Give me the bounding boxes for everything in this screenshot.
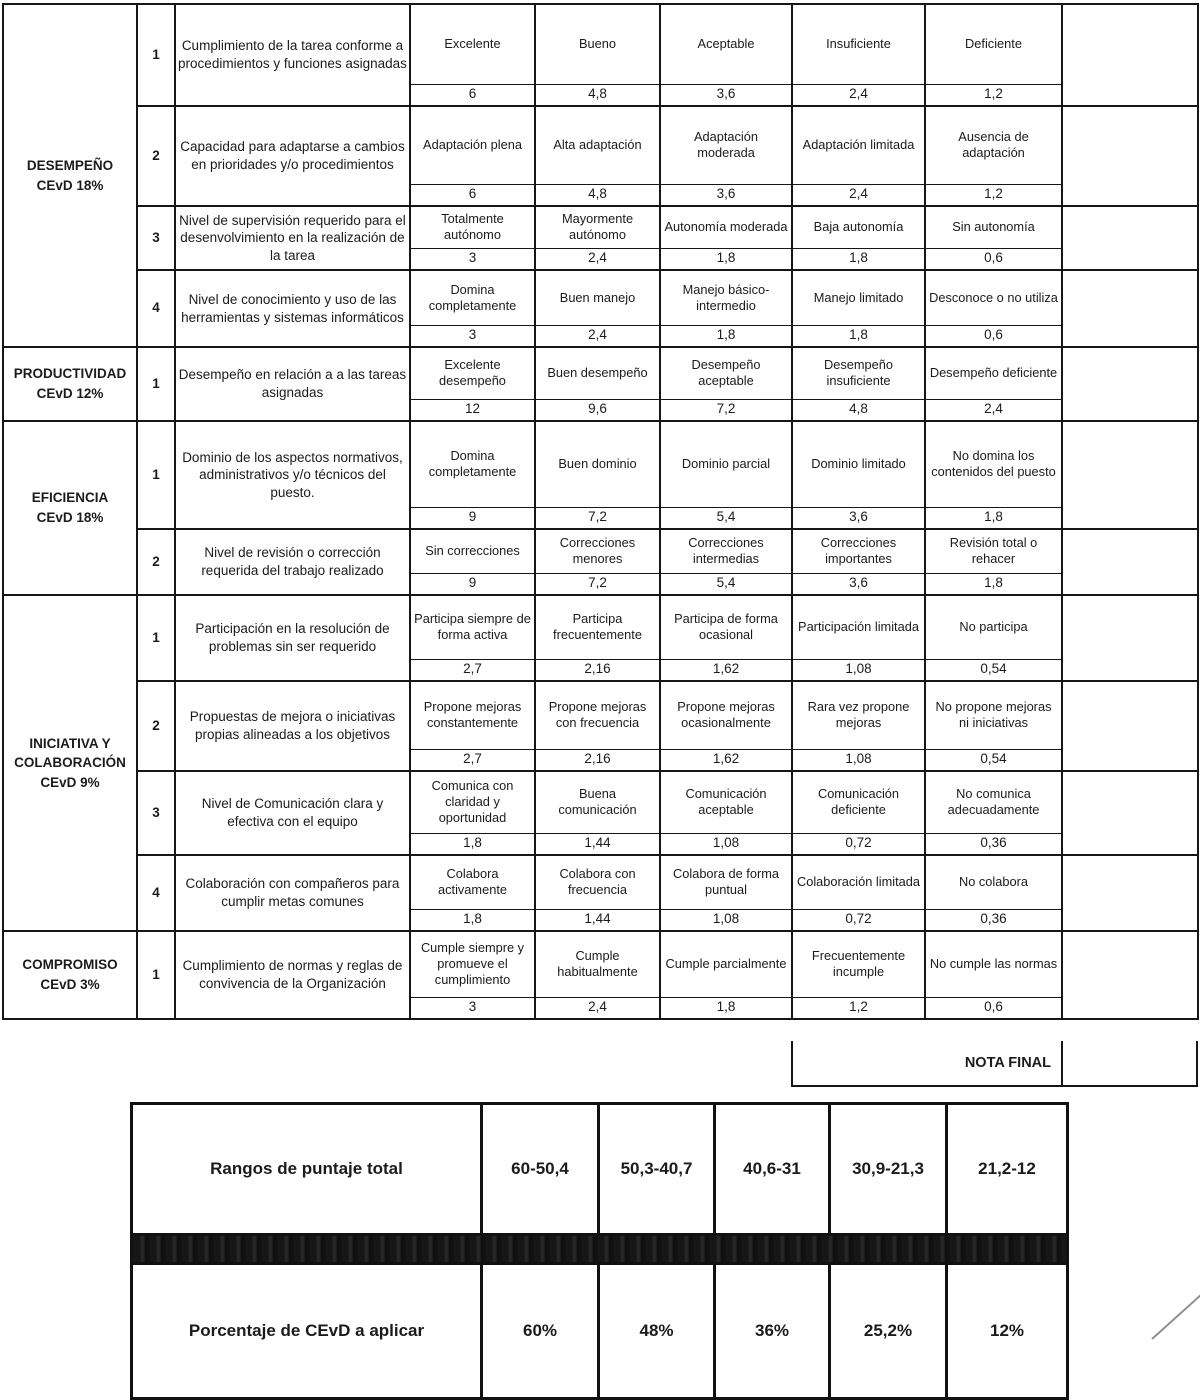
criterion-row — [3, 106, 1198, 184]
level-value-cell: 1,08 — [792, 749, 925, 771]
score-cell — [1062, 347, 1198, 421]
level-label-cell: Colabora de forma puntual — [660, 855, 792, 909]
level-label-cell: Adaptación moderada — [660, 106, 792, 184]
level-value-cell: 1,62 — [660, 749, 792, 771]
level-value-cell: 3 — [410, 997, 535, 1019]
level-label-cell: Comunica con claridad y oportunidad — [410, 771, 535, 833]
level-label-cell: Manejo limitado — [792, 270, 925, 325]
level-label-cell: Comunicación deficiente — [792, 771, 925, 833]
level-value-cell: 4,8 — [535, 84, 660, 106]
criterion-number: 4 — [137, 855, 175, 931]
level-label-cell: Aceptable — [660, 4, 792, 84]
level-value-cell: 1,8 — [792, 325, 925, 347]
range-value: 30,9-21,3 — [830, 1104, 947, 1235]
level-label-cell: Colabora activamente — [410, 855, 535, 909]
criterion-description: Dominio de los aspectos normativos, administrativos y/o técnicos del puesto. — [175, 421, 410, 529]
level-label-cell: Adaptación plena — [410, 106, 535, 184]
score-cell — [1062, 595, 1198, 681]
level-value-cell: 2,7 — [410, 749, 535, 771]
level-label-cell: Desempeño aceptable — [660, 347, 792, 399]
rubric-body — [3, 4, 1198, 1019]
level-value-cell: 3,6 — [660, 184, 792, 206]
level-label-cell: Buen desempeño — [535, 347, 660, 399]
level-label-cell: Domina completamente — [410, 421, 535, 507]
level-label-cell: Ausencia de adaptación — [925, 106, 1062, 184]
level-value-cell: 2,4 — [792, 84, 925, 106]
criterion-description: Desempeño en relación a a las tareas asignadas — [175, 347, 410, 421]
criterion-number: 1 — [137, 595, 175, 681]
level-label-cell: No comunica adecuadamente — [925, 771, 1062, 833]
score-cell — [1062, 931, 1198, 1019]
score-cell — [1062, 855, 1198, 931]
percentage-value: 12% — [947, 1264, 1068, 1399]
level-label-cell: Mayormente autónomo — [535, 206, 660, 248]
level-value-cell: 5,4 — [660, 573, 792, 595]
ranges-row-label: Rangos de puntaje total — [132, 1104, 482, 1235]
score-cell — [1062, 4, 1198, 106]
level-value-cell: 2,4 — [535, 997, 660, 1019]
level-label-cell: Propone mejoras ocasionalmente — [660, 681, 792, 749]
level-label-cell: Propone mejoras constantemente — [410, 681, 535, 749]
level-label-cell: Dominio parcial — [660, 421, 792, 507]
level-label-cell: Desempeño deficiente — [925, 347, 1062, 399]
criterion-description: Cumplimiento de normas y reglas de convivencia de la Organización — [175, 931, 410, 1019]
level-label-cell: Deficiente — [925, 4, 1062, 84]
criterion-number: 2 — [137, 529, 175, 595]
level-label-cell: Frecuentemente incumple — [792, 931, 925, 997]
level-value-cell: 4,8 — [535, 184, 660, 206]
level-value-cell: 5,4 — [660, 507, 792, 529]
level-label-cell: Buen dominio — [535, 421, 660, 507]
level-value-cell: 1,44 — [535, 833, 660, 855]
level-label-cell: Participación limitada — [792, 595, 925, 659]
level-label-cell: Excelente — [410, 4, 535, 84]
category-name: INICIATIVA Y COLABORACIÓN — [14, 735, 126, 771]
level-value-cell: 1,2 — [925, 184, 1062, 206]
criterion-row — [3, 206, 1198, 248]
score-cell — [1062, 106, 1198, 206]
level-label-cell: Comunicación aceptable — [660, 771, 792, 833]
level-label-cell: Alta adaptación — [535, 106, 660, 184]
level-label-cell: Revisión total o rehacer — [925, 529, 1062, 573]
level-value-cell: 3,6 — [660, 84, 792, 106]
criterion-row — [3, 771, 1198, 833]
criterion-number: 1 — [137, 421, 175, 529]
level-value-cell: 3 — [410, 248, 535, 270]
range-value: 21,2-12 — [947, 1104, 1068, 1235]
level-value-cell: 1,8 — [410, 833, 535, 855]
level-label-cell: Cumple habitualmente — [535, 931, 660, 997]
percentage-value: 36% — [715, 1264, 830, 1399]
percentage-row — [132, 1264, 1068, 1399]
level-value-cell: 12 — [410, 399, 535, 421]
level-value-cell: 3 — [410, 325, 535, 347]
level-value-cell: 1,8 — [660, 248, 792, 270]
criterion-row — [3, 681, 1198, 749]
level-value-cell: 9,6 — [535, 399, 660, 421]
level-label-cell: Baja autonomía — [792, 206, 925, 248]
level-value-cell: 7,2 — [660, 399, 792, 421]
score-cell — [1062, 270, 1198, 347]
score-cell — [1062, 529, 1198, 595]
level-value-cell: 2,4 — [535, 325, 660, 347]
level-value-cell: 0,54 — [925, 749, 1062, 771]
score-cell — [1062, 771, 1198, 855]
level-label-cell: Correcciones importantes — [792, 529, 925, 573]
level-value-cell: 0,54 — [925, 659, 1062, 681]
criterion-description: Colaboración con compañeros para cumplir metas comunes — [175, 855, 410, 931]
level-value-cell: 1,62 — [660, 659, 792, 681]
criterion-description: Nivel de supervisión requerido para el desenvolvimiento en la realización de la tarea — [175, 206, 410, 270]
criterion-description: Propuestas de mejora o iniciativas propias alineadas a los objetivos — [175, 681, 410, 771]
criterion-description: Capacidad para adaptarse a cambios en prioridades y/o procedimientos — [175, 106, 410, 206]
category-cell — [3, 347, 137, 421]
range-value: 50,3-40,7 — [599, 1104, 715, 1235]
criterion-number: 1 — [137, 347, 175, 421]
level-value-cell: 2,4 — [925, 399, 1062, 421]
level-label-cell: Autonomía moderada — [660, 206, 792, 248]
level-value-cell: 2,16 — [535, 659, 660, 681]
level-label-cell: Bueno — [535, 4, 660, 84]
level-label-cell: Buen manejo — [535, 270, 660, 325]
level-label-cell: Participa frecuentemente — [535, 595, 660, 659]
level-value-cell: 4,8 — [792, 399, 925, 421]
level-label-cell: No domina los contenidos del puesto — [925, 421, 1062, 507]
level-value-cell: 0,6 — [925, 248, 1062, 270]
level-label-cell: Rara vez propone mejoras — [792, 681, 925, 749]
criterion-row — [3, 4, 1198, 84]
level-value-cell: 6 — [410, 184, 535, 206]
level-label-cell: Colaboración limitada — [792, 855, 925, 909]
level-value-cell: 0,36 — [925, 909, 1062, 931]
level-value-cell: 1,2 — [792, 997, 925, 1019]
range-value: 60-50,4 — [482, 1104, 599, 1235]
level-value-cell: 1,44 — [535, 909, 660, 931]
level-value-cell: 3,6 — [792, 507, 925, 529]
level-label-cell: Cumple siempre y promueve el cumplimiento — [410, 931, 535, 997]
level-label-cell: No propone mejoras ni iniciativas — [925, 681, 1062, 749]
level-label-cell: No cumple las normas — [925, 931, 1062, 997]
level-value-cell: 1,8 — [410, 909, 535, 931]
criterion-description: Cumplimiento de la tarea conforme a procedimientos y funciones asignadas — [175, 4, 410, 106]
level-value-cell: 2,7 — [410, 659, 535, 681]
level-label-cell: Sin correcciones — [410, 529, 535, 573]
level-label-cell: Participa de forma ocasional — [660, 595, 792, 659]
category-cevd-weight: CEvD 3% — [40, 977, 100, 992]
level-label-cell: No participa — [925, 595, 1062, 659]
level-value-cell: 1,8 — [925, 573, 1062, 595]
level-value-cell: 1,08 — [660, 909, 792, 931]
level-value-cell: 7,2 — [535, 573, 660, 595]
level-value-cell: 1,2 — [925, 84, 1062, 106]
criterion-description: Nivel de Comunicación clara y efectiva con el equipo — [175, 771, 410, 855]
level-value-cell: 0,36 — [925, 833, 1062, 855]
nota-final-label: NOTA FINAL — [791, 1041, 1063, 1087]
category-cevd-weight: CEvD 12% — [36, 386, 104, 401]
ranges-row — [132, 1104, 1068, 1235]
level-label-cell: Adaptación limitada — [792, 106, 925, 184]
criterion-row — [3, 529, 1198, 573]
category-cell — [3, 595, 137, 931]
level-label-cell: Desconoce o no utiliza — [925, 270, 1062, 325]
category-name: COMPROMISO — [22, 957, 118, 973]
level-label-cell: Desempeño insuficiente — [792, 347, 925, 399]
level-label-cell: Colabora con frecuencia — [535, 855, 660, 909]
criterion-description: Participación en la resolución de problemas sin ser requerido — [175, 595, 410, 681]
category-cevd-weight: CEvD 18% — [36, 510, 104, 525]
score-cell — [1062, 681, 1198, 771]
criterion-number: 2 — [137, 106, 175, 206]
level-label-cell: Domina completamente — [410, 270, 535, 325]
level-value-cell: 0,72 — [792, 909, 925, 931]
pencil-mark — [1151, 1286, 1200, 1340]
category-cell — [3, 4, 137, 347]
criterion-row — [3, 421, 1198, 507]
level-label-cell: Cumple parcialmente — [660, 931, 792, 997]
level-value-cell: 9 — [410, 507, 535, 529]
criterion-row — [3, 855, 1198, 909]
level-label-cell: Sin autonomía — [925, 206, 1062, 248]
level-label-cell: Manejo básico-intermedio — [660, 270, 792, 325]
criterion-number: 1 — [137, 931, 175, 1019]
separator-band — [132, 1235, 1068, 1264]
percentage-value: 25,2% — [830, 1264, 947, 1399]
level-label-cell: Dominio limitado — [792, 421, 925, 507]
level-label-cell: Correcciones intermedias — [660, 529, 792, 573]
category-cell — [3, 931, 137, 1019]
nota-final-score-cell — [1063, 1041, 1198, 1087]
criterion-row — [3, 931, 1198, 997]
level-value-cell: 2,4 — [792, 184, 925, 206]
percentage-value: 60% — [482, 1264, 599, 1399]
level-label-cell: Buena comunicación — [535, 771, 660, 833]
level-value-cell: 1,08 — [660, 833, 792, 855]
level-value-cell: 1,8 — [792, 248, 925, 270]
category-name: DESEMPEÑO — [26, 157, 114, 173]
level-value-cell: 1,08 — [792, 659, 925, 681]
level-value-cell: 3,6 — [792, 573, 925, 595]
range-value: 40,6-31 — [715, 1104, 830, 1235]
level-value-cell: 0,6 — [925, 997, 1062, 1019]
category-cevd-weight: CEvD 18% — [36, 177, 104, 193]
criterion-number: 1 — [137, 4, 175, 106]
criterion-description: Nivel de revisión o corrección requerida del trabajo realizado — [175, 529, 410, 595]
category-cevd-weight: CEvD 9% — [40, 774, 100, 790]
category-name: EFICIENCIA — [31, 490, 109, 506]
score-cell — [1062, 421, 1198, 529]
criterion-row — [3, 595, 1198, 659]
level-value-cell: 1,8 — [660, 325, 792, 347]
level-value-cell: 6 — [410, 84, 535, 106]
level-label-cell: Insuficiente — [792, 4, 925, 84]
score-cell — [1062, 206, 1198, 270]
level-label-cell: Propone mejoras con frecuencia — [535, 681, 660, 749]
criterion-number: 3 — [137, 206, 175, 270]
level-label-cell: No colabora — [925, 855, 1062, 909]
level-value-cell: 2,16 — [535, 749, 660, 771]
criterion-number: 2 — [137, 681, 175, 771]
level-value-cell: 0,72 — [792, 833, 925, 855]
criterion-row — [3, 270, 1198, 325]
nota-final-row — [791, 1041, 1198, 1087]
level-label-cell: Participa siempre de forma activa — [410, 595, 535, 659]
level-label-cell: Excelente desempeño — [410, 347, 535, 399]
score-ranges-table — [130, 1102, 1069, 1400]
level-value-cell: 9 — [410, 573, 535, 595]
level-label-cell: Correcciones menores — [535, 529, 660, 573]
level-value-cell: 0,6 — [925, 325, 1062, 347]
criterion-number: 4 — [137, 270, 175, 347]
level-value-cell: 2,4 — [535, 248, 660, 270]
percentage-row-label: Porcentaje de CEvD a aplicar — [132, 1264, 482, 1399]
level-value-cell: 1,8 — [660, 997, 792, 1019]
level-value-cell: 1,8 — [925, 507, 1062, 529]
category-name: PRODUCTIVIDAD — [13, 366, 127, 382]
criterion-description: Nivel de conocimiento y uso de las herramientas y sistemas informáticos — [175, 270, 410, 347]
criterion-row — [3, 347, 1198, 399]
percentage-value: 48% — [599, 1264, 715, 1399]
category-cell — [3, 421, 137, 595]
criterion-number: 3 — [137, 771, 175, 855]
level-value-cell: 7,2 — [535, 507, 660, 529]
level-label-cell: Totalmente autónomo — [410, 206, 535, 248]
evaluation-rubric-table — [2, 3, 1199, 1020]
